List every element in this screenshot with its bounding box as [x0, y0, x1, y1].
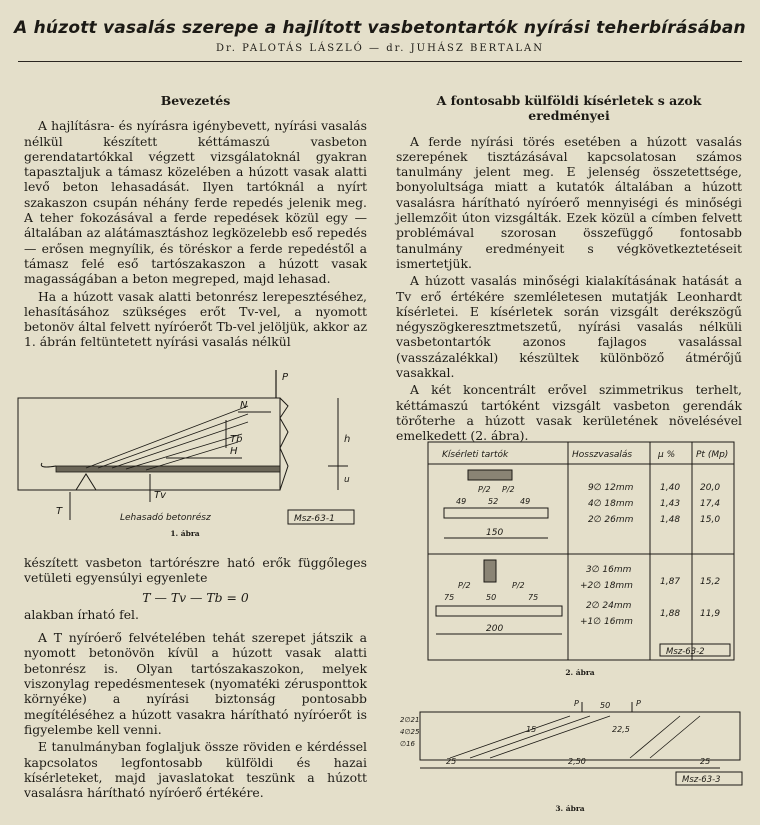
- cell: 3∅ 16mm: [586, 565, 632, 575]
- dim: 50: [486, 593, 497, 602]
- paragraph: A ferde nyírási törés esetében a húzott vasalás szerepének tisztázásával kapcsolatosan számos tanulmány jelent meg. E jelenség összetettsége, bonyolultsága miatt a kutatók általában a húzott vasalásra hárítható nyíróerő mennyiségi és minőségi jellemzőit úton vizsgálták. Ezek közül a címben felvett problémával szorosan összefüggő fontosabb tanulmány eredményeit s végkövetkeztetéseit ismertetjük.: [396, 133, 742, 271]
- paragraph: készített vasbeton tartórészre ható erők függőleges vetületi egyensúlyi egyenlete: [24, 555, 367, 586]
- load-label: P/2: [458, 581, 471, 590]
- beam: [436, 606, 562, 616]
- paragraph: alakban írható fel.: [24, 606, 139, 622]
- section-heading-kulfoldi: A fontosabb külföldi kísérletek s azok eredményei: [436, 93, 702, 124]
- dim: 49: [520, 497, 531, 506]
- article-title: A húzott vasalás szerepe a hajlított vasbetontartók nyírási teherbírásában: [14, 18, 746, 38]
- cross-section: [468, 470, 512, 480]
- label-p: P: [636, 699, 641, 708]
- col-header: Hosszvasalás: [572, 450, 633, 460]
- label-h-dim: h: [344, 434, 351, 445]
- label-lehasado: Lehasadó betonrész: [120, 513, 211, 523]
- col-header: Pt (Mp): [696, 450, 729, 460]
- left-column-bottom: [24, 555, 367, 800]
- label-t: T: [56, 506, 63, 517]
- left-column-top: [24, 93, 367, 350]
- col-header: μ %: [658, 450, 676, 460]
- span: 150: [486, 528, 504, 538]
- load-label: P/2: [512, 581, 525, 590]
- support: [76, 474, 96, 490]
- cell: +1∅ 16mm: [580, 617, 633, 627]
- equation: T — Tv — Tb = 0: [142, 589, 249, 605]
- load-label: P/2: [478, 485, 491, 494]
- header-rule: [18, 61, 742, 62]
- dim: 2,50: [568, 757, 586, 766]
- cell: 1,48: [660, 515, 681, 525]
- section-heading-bevezetes: Bevezetés: [160, 93, 231, 108]
- dim: 50: [600, 701, 611, 710]
- rebar-hook: [41, 463, 56, 467]
- right-column: [396, 93, 742, 444]
- cell: 15,0: [700, 515, 721, 525]
- label-tb: Tb: [230, 434, 243, 445]
- paragraph: A két koncentrált erővel szimmetrikus terhelt, kéttámaszú tartóként vizsgált vasbeton gerendák törőterhe a húzott vasak kerületének növelésével emelkedett (2. ábra).: [396, 382, 742, 444]
- figure-3-caption: 3. ábra: [555, 804, 585, 813]
- cell: 4∅ 18mm: [588, 499, 634, 509]
- cell: 15,2: [700, 577, 721, 587]
- dim: 52: [488, 497, 499, 506]
- cell: 2∅ 24mm: [586, 601, 632, 611]
- paragraph: A T nyíróerő felvételében tehát szerepet játszik a nyomott betonövön kívül a húzott vasak alatti betonrész is. Olyan tartószakaszokon, melyek viszonylag repedésmentesek (nyomatéki zérusponttok környéke) a nyírási biztonság pontosabb megítéléséhez a húzott vasakra hárítható nyíróerőt is figyelembe kell venni.: [24, 630, 367, 737]
- cell: 2∅ 26mm: [588, 515, 634, 525]
- article-authors: Dr. PALOTÁS LÁSZLÓ — dr. JUHÁSZ BERTALAN: [216, 43, 544, 54]
- dim: 75: [528, 593, 539, 602]
- break-line: [280, 398, 288, 490]
- bar-label: ∅16: [400, 740, 416, 748]
- col-header: Kísérleti tartók: [442, 450, 509, 460]
- figure-1-caption: 1. ábra: [170, 529, 200, 538]
- dim: 22,5: [612, 725, 630, 734]
- label-u: u: [344, 475, 350, 485]
- ref-label: Msz-63-3: [682, 775, 721, 785]
- figure-2: [428, 442, 734, 660]
- cell: 1,43: [660, 499, 681, 509]
- crack-lines: [86, 406, 248, 470]
- cell: 1,87: [660, 577, 681, 587]
- cell: 1,40: [660, 483, 681, 493]
- paragraph: E tanulmányban foglaljuk össze röviden e kérdéssel kapcsolatos legfontosabb külföldi és hazai kísérleteket, majd javaslatokat teszünk a húzott vasalásra hárítható nyíróerő értékére.: [24, 739, 367, 801]
- label-p: P: [574, 699, 579, 708]
- dim: 75: [444, 593, 455, 602]
- cell: 17,4: [700, 499, 721, 509]
- dim: 25: [446, 757, 457, 766]
- figure-1: [16, 370, 368, 545]
- load-label: P/2: [502, 485, 515, 494]
- cell: 20,0: [700, 483, 721, 493]
- figure-3: [400, 698, 746, 790]
- beam: [444, 508, 548, 518]
- bar-label: 2∅21: [400, 716, 420, 724]
- figure-2-caption: 2. ábra: [565, 668, 595, 677]
- cell: +2∅ 18mm: [580, 581, 633, 591]
- crack-lines: [450, 716, 700, 758]
- cross-section: [484, 560, 496, 582]
- dim: 25: [700, 757, 711, 766]
- ref-label: Msz-63-1: [294, 514, 335, 524]
- label-p: P: [282, 372, 289, 383]
- label-n: N: [240, 400, 248, 411]
- label-tv: Tv: [154, 490, 167, 501]
- paragraph: Ha a húzott vasak alatti betonrész lerepesztéséhez, lehasításához szükséges erőt Tv-vel, a nyomott betonöv által felvett nyíróerőt Tb-vel jelöljük, akkor az 1. ábrán feltüntetett nyírási vasalás nélkül: [24, 288, 367, 350]
- cell: 1,88: [660, 609, 681, 619]
- paragraph: A hajlításra- és nyírásra igénybevett, nyírási vasalás nélkül készített kéttámaszú vasbeton gerendatartókkal végzett vizsgálatoknál gyakran tapasztaljuk a támasz közelében a húzott vasak alatti levő beton lehasadását. Ilyen tartóknál a nyírt szakaszon csupán néhány ferde repedés jelenik meg. A teher fokozásával a ferde repedések közül egy — általában az alátámasztáshoz legközelebb eső repedés — erősen megnyílik, és töréskor a ferde repedéstől a támasz felé eső tartószakaszon a húzott vasak magasságában a beton megreped, majd lehasad.: [24, 118, 367, 287]
- cell: 11,9: [700, 609, 721, 619]
- bar-label: 4∅25: [400, 728, 420, 736]
- paragraph: A húzott vasalás minőségi kialakításának hatását a Tv erő értékére szemléletesen mutatják Leonhardt kísérletei. E kísérletek során vizsgált derékszögű négyszögkeresztmetszetű, nyírási vasalás nélküli vasbetontartók azonos fajlagos vasalással (vasszázalékkal) készültek különböző átmérőjű vasakkal.: [396, 273, 742, 381]
- cell: 9∅ 12mm: [588, 483, 634, 493]
- dim: 49: [456, 497, 467, 506]
- ref-label: Msz-63-2: [666, 647, 705, 657]
- label-h: H: [230, 446, 238, 457]
- span: 200: [486, 624, 504, 634]
- dim: 15: [526, 725, 537, 734]
